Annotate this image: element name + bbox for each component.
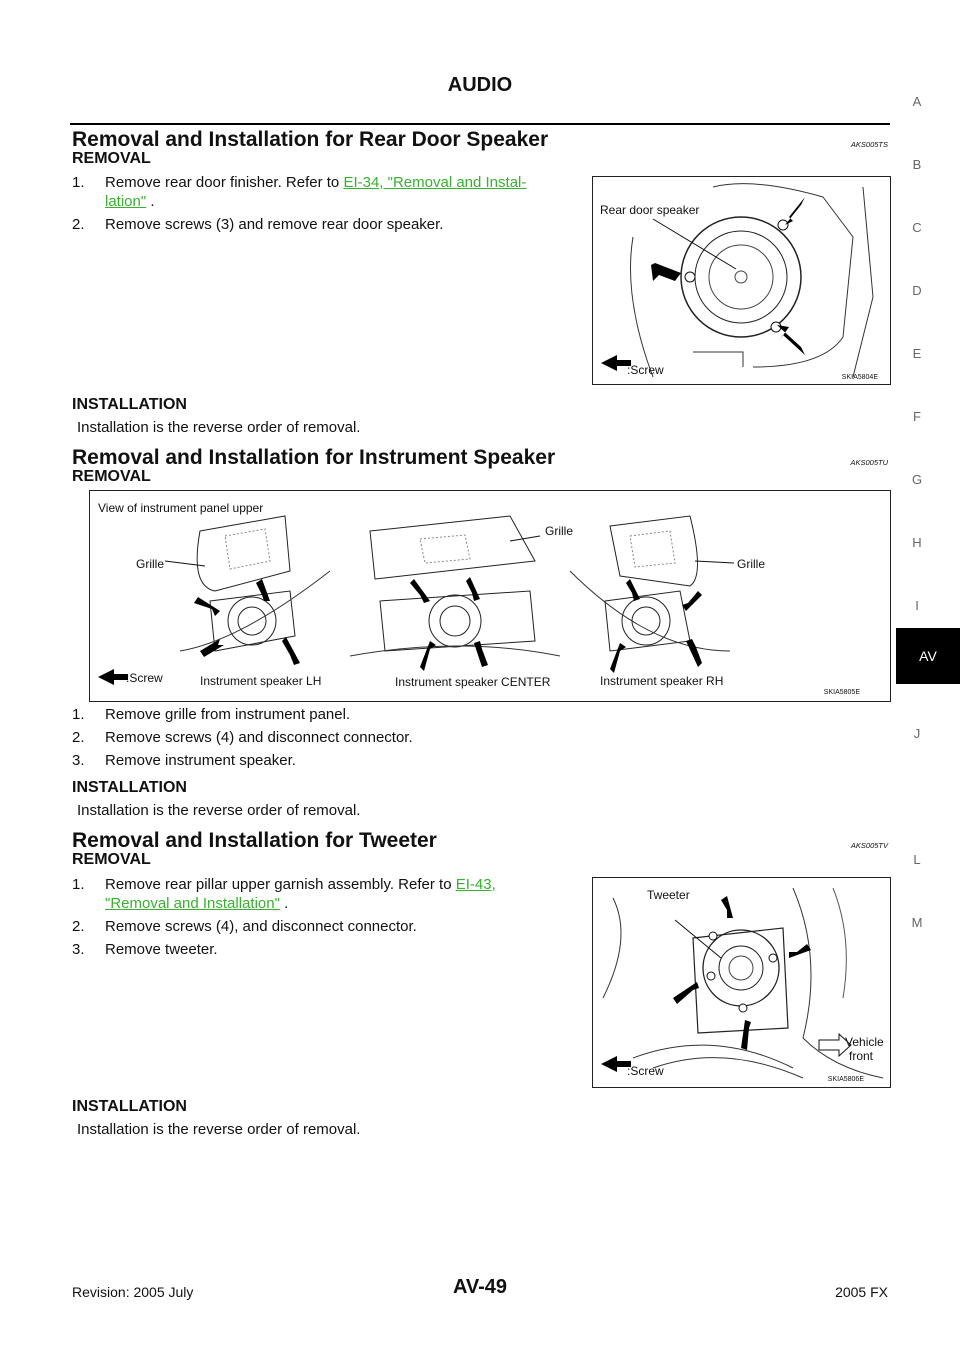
figure-label: Tweeter bbox=[647, 888, 690, 902]
step-number: 3. bbox=[72, 941, 85, 958]
step-text-end: . bbox=[279, 895, 289, 912]
section-title-tweeter: Removal and Installation for Tweeter bbox=[72, 829, 437, 852]
step-text: Remove tweeter. bbox=[105, 941, 218, 958]
step-number: 2. bbox=[72, 918, 85, 935]
figure-instrument-speaker bbox=[89, 490, 891, 702]
grille-label-lh: Grille bbox=[136, 557, 165, 571]
step-2 bbox=[72, 917, 592, 937]
step-1 bbox=[72, 875, 587, 915]
step-number: 2. bbox=[72, 216, 85, 233]
installation-text: Installation is the reverse order of removal. bbox=[77, 802, 361, 819]
view-label: View of instrument panel upper bbox=[98, 501, 264, 515]
section-code: AKS005TU bbox=[850, 458, 888, 467]
installation-heading: INSTALLATION bbox=[72, 1098, 187, 1115]
step-3 bbox=[72, 940, 592, 960]
side-index-m[interactable]: M bbox=[911, 915, 923, 930]
step-3 bbox=[72, 751, 592, 771]
step-2 bbox=[72, 728, 592, 748]
grille-label-center: Grille bbox=[545, 524, 574, 538]
instrument-speaker-illustration bbox=[90, 491, 890, 701]
side-index-j[interactable]: J bbox=[913, 726, 921, 741]
side-index-e[interactable]: E bbox=[912, 346, 922, 361]
side-index-b[interactable]: B bbox=[912, 157, 922, 172]
section-code: AKS005TS bbox=[850, 140, 888, 149]
section-title-rear-door: Removal and Installation for Rear Door Speaker bbox=[72, 128, 549, 151]
footer-revision: Revision: 2005 July bbox=[72, 1284, 194, 1300]
side-index-a[interactable]: A bbox=[912, 94, 922, 109]
ref-link-ei34[interactable]: EI-34, "Removal and Instal- bbox=[343, 174, 527, 191]
step-text: Remove screws (4), and disconnect connector. bbox=[105, 918, 417, 935]
step-text: Remove screws (3) and remove rear door speaker. bbox=[105, 216, 444, 233]
step-text-part: Remove rear door finisher. Refer to bbox=[105, 174, 344, 191]
removal-heading: REMOVAL bbox=[72, 150, 151, 167]
step-number: 1. bbox=[72, 876, 85, 893]
figure-id: SKIA5805E bbox=[823, 689, 860, 696]
installation-text: Installation is the reverse order of removal. bbox=[77, 1121, 361, 1138]
speaker-lh-label: Instrument speaker LH bbox=[200, 674, 322, 688]
tweeter-illustration bbox=[593, 878, 890, 1087]
step-number: 1. bbox=[72, 706, 85, 723]
ref-link-ei43[interactable]: EI-43, bbox=[455, 876, 496, 893]
removal-heading: REMOVAL bbox=[72, 851, 151, 868]
page-header: AUDIO bbox=[447, 74, 513, 96]
side-index-av-active[interactable]: AV bbox=[896, 628, 960, 684]
step-2 bbox=[72, 215, 592, 235]
grille-label-rh: Grille bbox=[737, 557, 766, 571]
step-text: Remove instrument speaker. bbox=[105, 752, 296, 769]
section-title-instrument-speaker: Removal and Installation for Instrument Speaker bbox=[72, 446, 556, 469]
section-code: AKS005TV bbox=[850, 841, 888, 850]
screw-legend: :Screw bbox=[627, 363, 664, 377]
footer-model: 2005 FX bbox=[835, 1284, 888, 1300]
step-text bbox=[105, 875, 496, 913]
step-text bbox=[105, 173, 526, 211]
speaker-center-label: Instrument speaker CENTER bbox=[395, 675, 551, 689]
screw-legend: :Screw bbox=[627, 1064, 664, 1078]
vehicle-label-2: front bbox=[849, 1049, 874, 1063]
step-1 bbox=[72, 173, 592, 213]
speaker-rh-label: Instrument speaker RH bbox=[600, 674, 724, 688]
step-text: Remove screws (4) and disconnect connector. bbox=[105, 729, 413, 746]
side-index-i[interactable]: I bbox=[915, 598, 919, 613]
installation-heading: INSTALLATION bbox=[72, 396, 187, 413]
figure-id: SKIA5806E bbox=[827, 1076, 864, 1083]
side-index-h[interactable]: H bbox=[912, 535, 922, 550]
header-rule bbox=[70, 123, 890, 125]
side-index-g[interactable]: G bbox=[911, 472, 923, 487]
step-text-part: Remove rear pillar upper garnish assembly. Refer to bbox=[105, 876, 456, 893]
side-index-f[interactable]: F bbox=[913, 409, 921, 424]
figure-id: SKIA5804E bbox=[841, 374, 878, 381]
step-number: 3. bbox=[72, 752, 85, 769]
installation-text: Installation is the reverse order of removal. bbox=[77, 419, 361, 436]
vehicle-label-1: Vehicle bbox=[845, 1035, 884, 1049]
side-index-c[interactable]: C bbox=[912, 220, 922, 235]
step-number: 2. bbox=[72, 729, 85, 746]
side-index-d[interactable]: D bbox=[912, 283, 922, 298]
installation-heading: INSTALLATION bbox=[72, 779, 187, 796]
figure-label: Rear door speaker bbox=[600, 203, 700, 217]
page-number: AV-49 bbox=[452, 1276, 508, 1298]
removal-heading: REMOVAL bbox=[72, 468, 151, 485]
step-text: Remove grille from instrument panel. bbox=[105, 706, 351, 723]
step-text-end: . bbox=[146, 193, 155, 210]
ref-link-ei43-cont[interactable]: "Removal and Installation" bbox=[105, 895, 280, 912]
step-1 bbox=[72, 705, 592, 725]
ref-link-ei34-cont[interactable]: lation" bbox=[105, 193, 147, 210]
step-number: 1. bbox=[72, 174, 85, 191]
figure-rear-door-speaker bbox=[592, 176, 891, 385]
side-index-l[interactable]: L bbox=[913, 852, 921, 867]
screw-legend: :Screw bbox=[126, 671, 163, 685]
figure-tweeter bbox=[592, 877, 891, 1088]
